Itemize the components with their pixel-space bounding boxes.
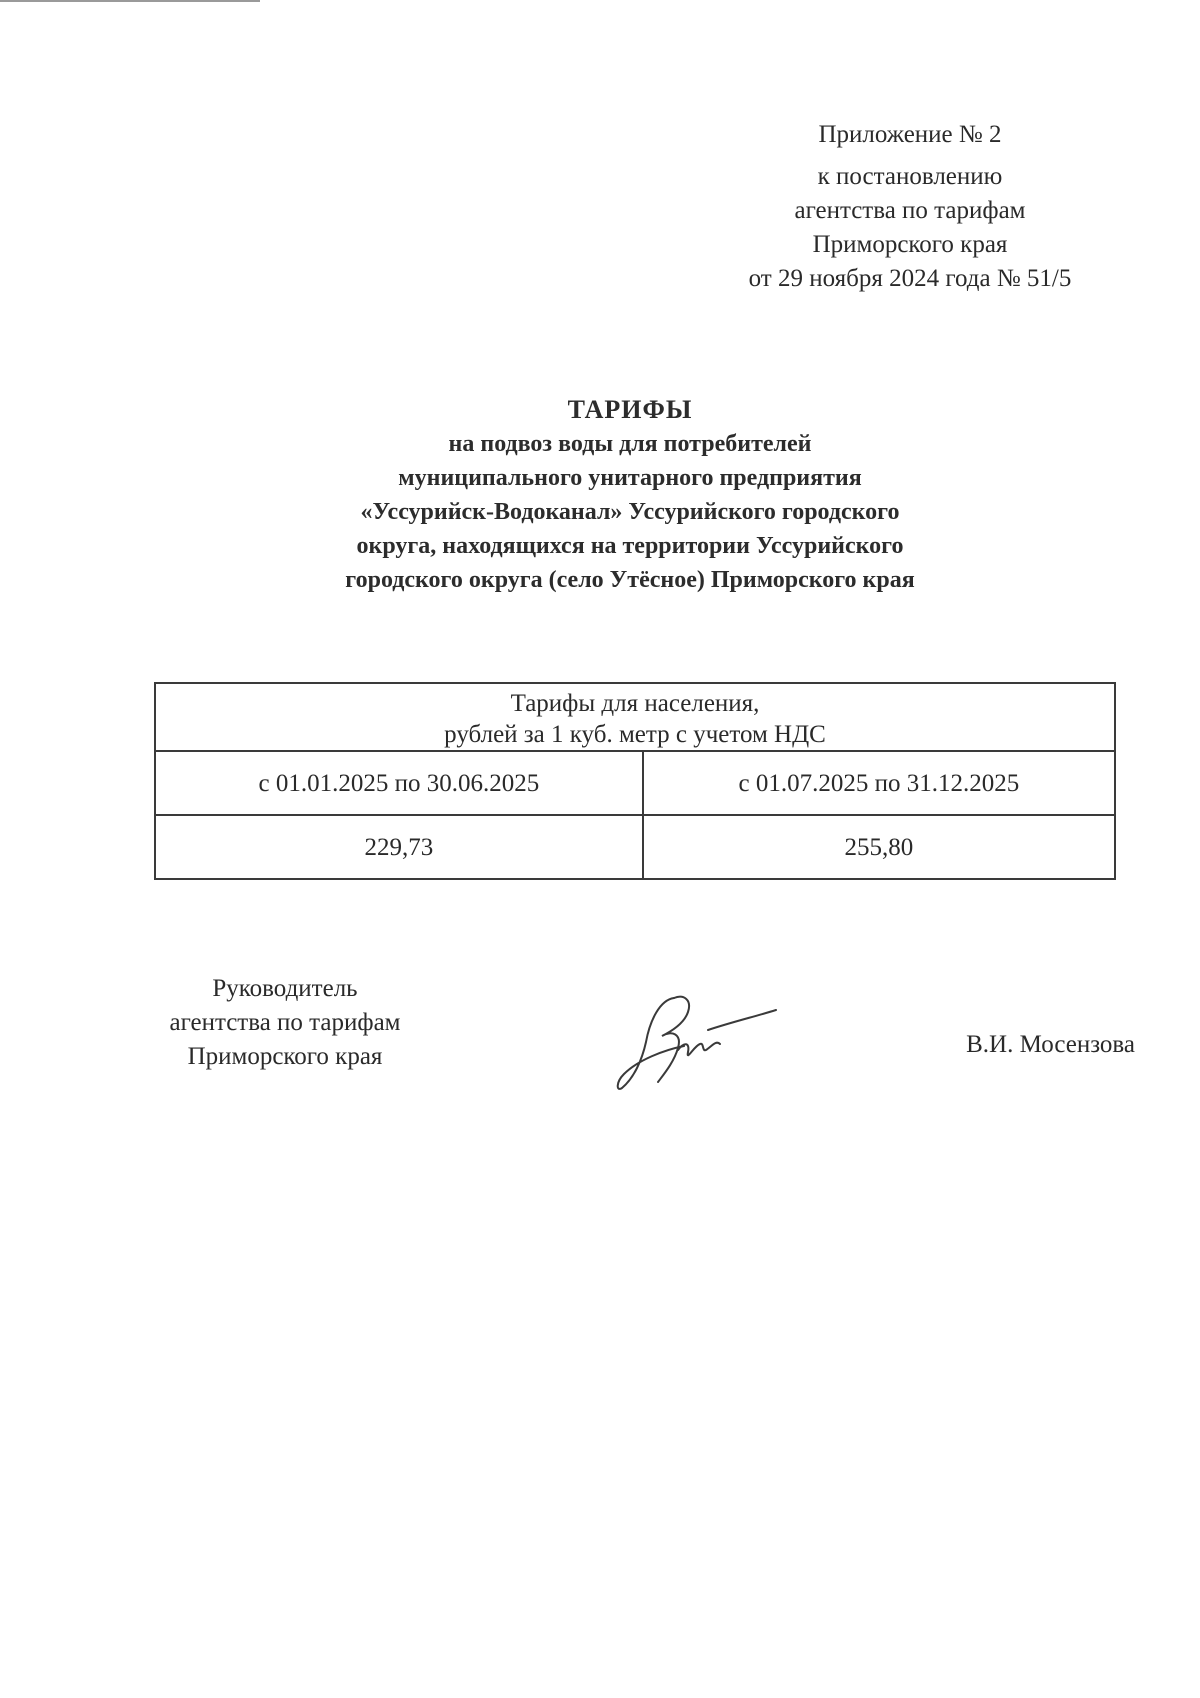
appendix-line: к постановлению — [817, 163, 1003, 190]
header-line: рублей за 1 куб. метр с учетом НДС — [444, 721, 826, 748]
appendix-reference — [700, 118, 1120, 296]
table-row — [155, 751, 1115, 815]
appendix-line: агентства по тарифам — [794, 197, 1026, 224]
table-row — [155, 815, 1115, 879]
title-line: муниципального унитарного предприятия — [398, 465, 862, 491]
signatory-position — [140, 972, 430, 1074]
handwritten-signature — [612, 990, 782, 1100]
tariff-value-cell: 229,73 — [155, 815, 643, 879]
title-line: округа, находящихся на территории Уссурийского — [356, 533, 904, 559]
title-heading: ТАРИФЫ — [567, 395, 693, 424]
tariff-table — [154, 682, 1116, 880]
period-cell: с 01.07.2025 по 31.12.2025 — [643, 751, 1115, 815]
position-line: агентства по тарифам — [169, 1009, 401, 1036]
table-header-cell — [155, 683, 1115, 751]
header-line: Тарифы для населения, — [510, 690, 760, 717]
title-line: на подвоз воды для потребителей — [448, 431, 812, 457]
appendix-line: Приморского края — [812, 231, 1008, 258]
document-title — [260, 393, 1000, 597]
table-header-row — [155, 683, 1115, 751]
signatory-name: В.И. Мосензова — [966, 1031, 1135, 1058]
appendix-line: от 29 ноября 2024 года № 51/5 — [748, 265, 1072, 292]
position-line: Руководитель — [212, 975, 358, 1002]
scan-edge-line — [0, 0, 260, 2]
appendix-number: Приложение № 2 — [818, 121, 1002, 148]
title-line: городского округа (село Утёсное) Приморского края — [345, 567, 915, 593]
title-line: «Уссурийск-Водоканал» Уссурийского городского — [360, 499, 900, 525]
position-line: Приморского края — [187, 1043, 383, 1070]
period-cell: с 01.01.2025 по 30.06.2025 — [155, 751, 643, 815]
tariff-value-cell: 255,80 — [643, 815, 1115, 879]
